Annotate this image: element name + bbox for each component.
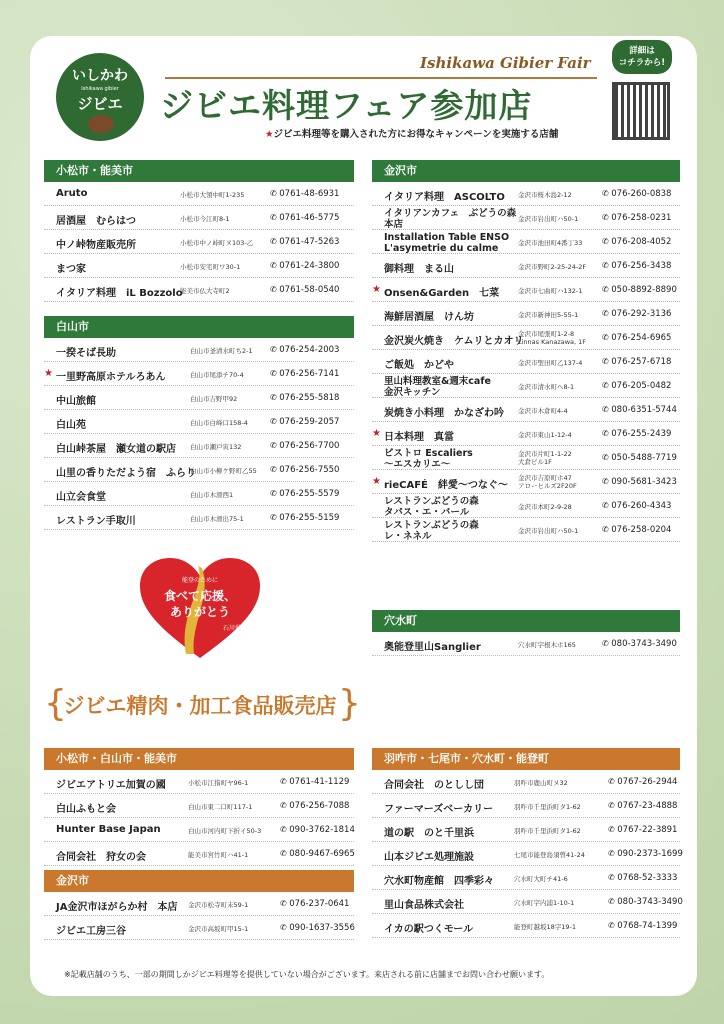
section-rows (44, 770, 354, 866)
shop-name: まつ家 (56, 264, 86, 275)
shop-address: 金沢市東山1-12-4 (518, 431, 572, 439)
shop-phone: ✆ 050-8892-8890 (602, 285, 677, 295)
shop-phone: ✆ 076-205-0482 (602, 381, 671, 391)
shop-name: イタリアンカフェ ぶどうの森 本店 (384, 208, 517, 230)
shop-name: 炭焼き小料理 かなざわ吟 (384, 408, 504, 419)
section-rows (44, 338, 354, 530)
shop-phone: ✆ 080-3743-3490 (602, 639, 677, 649)
shop-address: 白山市尾添チ70-4 (190, 371, 244, 379)
list-item (44, 362, 354, 386)
logo-text: いしかわ (72, 68, 128, 84)
shop-address: 七尾市能登島須曽41-24 (514, 851, 585, 859)
shop-name: 奥能登里山Sanglier (384, 642, 481, 653)
shop-phone: ✆ 076-256-7141 (270, 369, 339, 379)
shop-address: 穴水町大町チ41-6 (514, 875, 568, 883)
shop-name: 日本料理 真當 (384, 432, 454, 443)
list-item (44, 482, 354, 506)
shop-name: ジビエアトリエ加賀の國 (56, 780, 166, 791)
shop-address: 能美市宮竹町ハ41-1 (188, 851, 249, 859)
shop-phone: ✆ 0761-24-3800 (270, 261, 339, 271)
title-rule (165, 77, 597, 79)
shop-address: 白山市白峰口158-4 (190, 419, 248, 427)
shop-address: 金沢市高坂町甲15-1 (188, 925, 249, 933)
shop-phone: ✆ 0767-22-3891 (608, 825, 677, 835)
heart-line1: 能登のために (181, 577, 219, 584)
shop-name: 中山旅館 (56, 396, 96, 407)
shop-name: 合同会社 のとしし団 (384, 780, 484, 791)
shop-phone: ✆ 0767-23-4888 (608, 801, 677, 811)
shop-name: イタリア料理 ASCOLTO (384, 192, 505, 203)
shop-phone: ✆ 0761-46-5775 (270, 213, 339, 223)
list-item (44, 892, 354, 916)
section-rows (372, 182, 680, 542)
list-item (372, 254, 680, 278)
shop-phone: ✆ 076-256-7550 (270, 465, 339, 475)
shop-name: Aruto (56, 188, 88, 199)
shop-address: 小松市大領中町1-235 (180, 191, 245, 199)
english-title: Ishikawa Gibier Fair (420, 54, 591, 72)
list-item (44, 458, 354, 482)
shop-phone: ✆ 076-258-0204 (602, 525, 671, 535)
shop-address: 能登町越坂18字19-1 (514, 923, 577, 931)
shop-phone: ✆ 076-255-2439 (602, 429, 671, 439)
ishikawa-gibier-logo (56, 53, 144, 141)
bubble-line2: コチラから! (618, 58, 666, 68)
shop-name: レストラン手取川 (56, 516, 136, 527)
shop-address: 白山市瀬戸寅132 (190, 443, 242, 451)
section-rows (372, 632, 680, 656)
shop-name: 海鮮居酒屋 けん坊 (384, 312, 474, 323)
section-rows (372, 770, 683, 938)
list-item (372, 206, 680, 230)
shop-name: 一里野高原ホテルろあん (56, 372, 166, 383)
shop-address: 金沢市本町2-9-28 (518, 503, 572, 511)
shop-address: 小松市安宅町ワ30-1 (180, 263, 241, 271)
shop-name: Installation Table ENSO L'asymetrie du calme (384, 232, 510, 254)
shop-name: 山立会食堂 (56, 492, 106, 503)
list-item (372, 182, 680, 206)
shop-phone: ✆ 076-292-3136 (602, 309, 671, 319)
shop-address: 金沢市桜木島2-12 (518, 191, 572, 199)
shop-address: 羽咋市鹿山町ヌ32 (514, 779, 568, 787)
star-icon: ★ (44, 368, 53, 379)
shop-address: 白山市吉野甲92 (190, 395, 238, 403)
shop-name: ジビエ工房三谷 (56, 926, 126, 937)
shop-name: イカの駅つくモール (384, 924, 474, 935)
shop-phone: ✆ 076-237-0641 (280, 899, 349, 909)
shop-name: ビストロ Escaliers 〜エスカリエ〜 (384, 448, 473, 470)
shop-address: 穴水町字根木ホ165 (518, 641, 576, 649)
shop-phone: ✆ 0761-41-1129 (280, 777, 349, 787)
list-item (372, 230, 680, 254)
shop-name: 穴水町物産館 四季彩々 (384, 876, 494, 887)
star-icon: ★ (265, 129, 274, 140)
shop-name: 一揆そば長助 (56, 348, 116, 359)
shop-phone: ✆ 076-256-7088 (280, 801, 349, 811)
shop-address: 能美市仏大寺町2 (180, 287, 230, 295)
shop-phone: ✆ 0767-26-2944 (608, 777, 677, 787)
list-item (44, 842, 354, 866)
page-title: ジビエ料理フェア参加店 (160, 86, 533, 125)
shop-name: ご飯処 かどや (384, 360, 454, 371)
shop-phone: ✆ 090-5681-3423 (602, 477, 677, 487)
shop-address: 白山市小柳ケ野町乙55 (190, 467, 257, 475)
list-item (372, 518, 680, 542)
shop-address: 白山市木滑出75-1 (190, 515, 244, 523)
section-rows (44, 892, 354, 940)
shop-address: 金沢市野町2-25-24-2F (518, 263, 587, 271)
shop-phone: ✆ 076-260-4343 (602, 501, 671, 511)
list-item (372, 842, 683, 866)
heart-line3: ありがとう (169, 605, 231, 619)
heart-line4: 石川県 (222, 625, 242, 632)
list-item (44, 770, 354, 794)
campaign-note-text: ジビエ料理等を購入された方にお得なキャンペーンを実施する店舗 (273, 129, 559, 140)
section-header: 金沢市 (44, 870, 354, 892)
shop-address: 金沢市木倉町4-4 (518, 407, 568, 415)
shop-phone: ✆ 076-259-2057 (270, 417, 339, 427)
shop-phone: ✆ 076-255-5159 (270, 513, 339, 523)
title-bracket-left: { (44, 683, 67, 724)
shop-address: 金沢市尾張町1-2-8 Linnas Kanazawa, 1F (518, 330, 587, 346)
shop-address: 穴水町字内浦1-10-1 (514, 899, 575, 907)
shop-name: 御料理 まる山 (384, 264, 454, 275)
list-item (372, 794, 680, 818)
list-item (44, 230, 354, 254)
qr-code-icon[interactable] (612, 82, 670, 140)
list-item (372, 914, 680, 938)
support-heart-icon (138, 556, 262, 660)
shop-phone: ✆ 076-256-7700 (270, 441, 339, 451)
shop-address: 金沢市七曲町ハ132-1 (518, 287, 583, 295)
section-header: 羽咋市・七尾市・穴水町・能登町 (372, 748, 680, 770)
shop-phone: ✆ 090-1637-3556 (280, 923, 355, 933)
section-header: 金沢市 (372, 160, 680, 182)
shop-address: 小松市江指町ヤ96-1 (188, 779, 249, 787)
heart-line2: 食べて応援、 (163, 589, 237, 603)
shop-phone: ✆ 0761-48-6931 (270, 189, 339, 199)
list-item (372, 470, 680, 494)
shop-phone: ✆ 080-9467-6965 (280, 849, 355, 859)
shop-address: 金沢市清水町へ8-1 (518, 383, 575, 391)
shop-phone: ✆ 076-255-5818 (270, 393, 339, 403)
shop-name: レストランぶどうの森 タパス・エ・バール (384, 496, 479, 518)
shop-address: 金沢市聖田町乙137-4 (518, 359, 583, 367)
list-item (372, 866, 680, 890)
shop-phone: ✆ 076-256-3438 (602, 261, 671, 271)
section-header: 小松市・能美市 (44, 160, 354, 182)
list-item (44, 818, 354, 842)
shop-name: 白山苑 (56, 420, 86, 431)
shop-name: 里山料理教室&週末cafe 金沢キッチン (384, 376, 491, 398)
title-bracket-right: } (338, 683, 361, 724)
section-header: 穴水町 (372, 610, 680, 632)
shop-name: 里山食品株式会社 (384, 900, 464, 911)
shop-phone: ✆ 076-255-5579 (270, 489, 339, 499)
shop-name: JA金沢市ほがらか村 本店 (56, 902, 178, 913)
shop-phone: ✆ 090-2373-1699 (608, 849, 683, 859)
list-item (372, 398, 680, 422)
shop-name: 山里の香りただよう宿 ふらり (56, 468, 196, 479)
list-item (372, 818, 680, 842)
logo-subtext: Ishikawa gibier (81, 86, 119, 92)
shop-phone: ✆ 0761-58-0540 (270, 285, 339, 295)
shop-phone: ✆ 0768-52-3333 (608, 873, 677, 883)
shop-address: 羽咋市千里浜町タ1-62 (514, 827, 581, 835)
shop-name: ファーマーズベーカリー (384, 804, 494, 815)
shop-phone: ✆ 076-254-6965 (602, 333, 671, 343)
list-item (372, 302, 680, 326)
bubble-line1: 詳細は (629, 46, 655, 56)
shop-address: 白山市東二口町117-1 (188, 803, 253, 811)
list-item (372, 278, 680, 302)
shop-name: 金沢炭火焼き ケムリとカオリ (384, 336, 524, 347)
shop-address: 羽咋市千里浜町タ1-62 (514, 803, 581, 811)
shop-address: 小松市今江町8-1 (180, 215, 230, 223)
list-item (44, 794, 354, 818)
shop-name: 白山ふもと会 (56, 804, 116, 815)
shop-phone: ✆ 090-3762-1814 (280, 825, 355, 835)
list-item (44, 182, 354, 206)
shop-name: 山本ジビエ処理施設 (384, 852, 474, 863)
list-item (372, 326, 680, 350)
list-item (372, 422, 680, 446)
list-item (372, 770, 680, 794)
meat-section-title: ジビエ精肉・加工食品販売店 (63, 694, 337, 718)
list-item (44, 338, 354, 362)
boar-icon (88, 115, 114, 133)
shop-address: 金沢市吉原町ホ47 アローヒルズ2F20F (518, 474, 577, 490)
shop-address: 白山市河内町下折イ50-3 (188, 827, 262, 835)
shop-name: 道の駅 のと千里浜 (384, 828, 474, 839)
shop-address: 白山市釜清水町ち2-1 (190, 347, 253, 355)
list-item (44, 916, 354, 940)
list-item (372, 632, 680, 656)
shop-phone: ✆ 076-254-2003 (270, 345, 339, 355)
list-item (372, 890, 683, 914)
shop-phone: ✆ 076-258-0231 (602, 213, 671, 223)
shop-address: 金沢市岩出町ハ50-1 (518, 215, 579, 223)
shop-name: Onsen&Garden 七菜 (384, 288, 500, 299)
details-bubble (612, 40, 672, 74)
star-icon: ★ (372, 428, 381, 439)
shop-phone: ✆ 0761-47-5263 (270, 237, 339, 247)
shop-address: 金沢市松寺町未59-1 (188, 901, 249, 909)
shop-name: イタリア料理 iL Bozzolo (56, 288, 183, 299)
shop-address: 白山市木滑西1 (190, 491, 234, 499)
shop-address: 金沢市片町1-1-22 大倉ビル1F (518, 450, 572, 466)
shop-name: 白山峠茶屋 瀬女道の駅店 (56, 444, 176, 455)
list-item (372, 494, 680, 518)
shop-name: 合同会社 狩女の会 (56, 852, 146, 863)
shop-name: rieCAFÉ 絆愛〜つなぐ〜 (384, 480, 508, 491)
list-item (372, 350, 680, 374)
list-item (44, 254, 354, 278)
shop-phone: ✆ 076-260-0838 (602, 189, 671, 199)
shop-phone: ✆ 050-5488-7719 (602, 453, 677, 463)
section-header: 白山市 (44, 316, 354, 338)
section-rows (44, 182, 354, 302)
list-item (44, 410, 354, 434)
list-item (44, 434, 354, 458)
list-item (372, 374, 680, 398)
shop-address: 金沢市新神田5-55-1 (518, 311, 579, 319)
logo-gibier-text: ジビエ (77, 95, 123, 113)
campaign-note (265, 126, 558, 140)
shop-name: Hunter Base Japan (56, 824, 161, 835)
list-item (44, 506, 354, 530)
section-header: 小松市・白山市・能美市 (44, 748, 354, 770)
shop-name: 居酒屋 むらはつ (56, 216, 136, 227)
list-item (372, 446, 680, 470)
shop-phone: ✆ 080-3743-3490 (608, 897, 683, 907)
list-item (44, 278, 354, 302)
shop-phone: ✆ 0768-74-1399 (608, 921, 677, 931)
shop-address: 金沢市池田町4番丁33 (518, 239, 583, 247)
list-item (44, 386, 354, 410)
list-item (44, 206, 354, 230)
shop-phone: ✆ 076-208-4052 (602, 237, 671, 247)
shop-name: 中ノ峠物産販売所 (56, 240, 136, 251)
shop-phone: ✆ 080-6351-5744 (602, 405, 677, 415)
star-icon: ★ (372, 284, 381, 295)
shop-address: 金沢市岩出町ハ50-1 (518, 527, 579, 535)
shop-address: 小松市中ノ峠町ヌ103-乙 (180, 239, 254, 247)
star-icon: ★ (372, 476, 381, 487)
shop-phone: ✆ 076-257-6718 (602, 357, 671, 367)
footnote: ※記載店舗のうち、一部の期間しかジビエ料理等を提供していない場合がございます。来店される前に店舗までお問い合わせ願います。 (64, 970, 550, 979)
shop-name: レストランぶどうの森 レ・ネネル (384, 520, 479, 542)
